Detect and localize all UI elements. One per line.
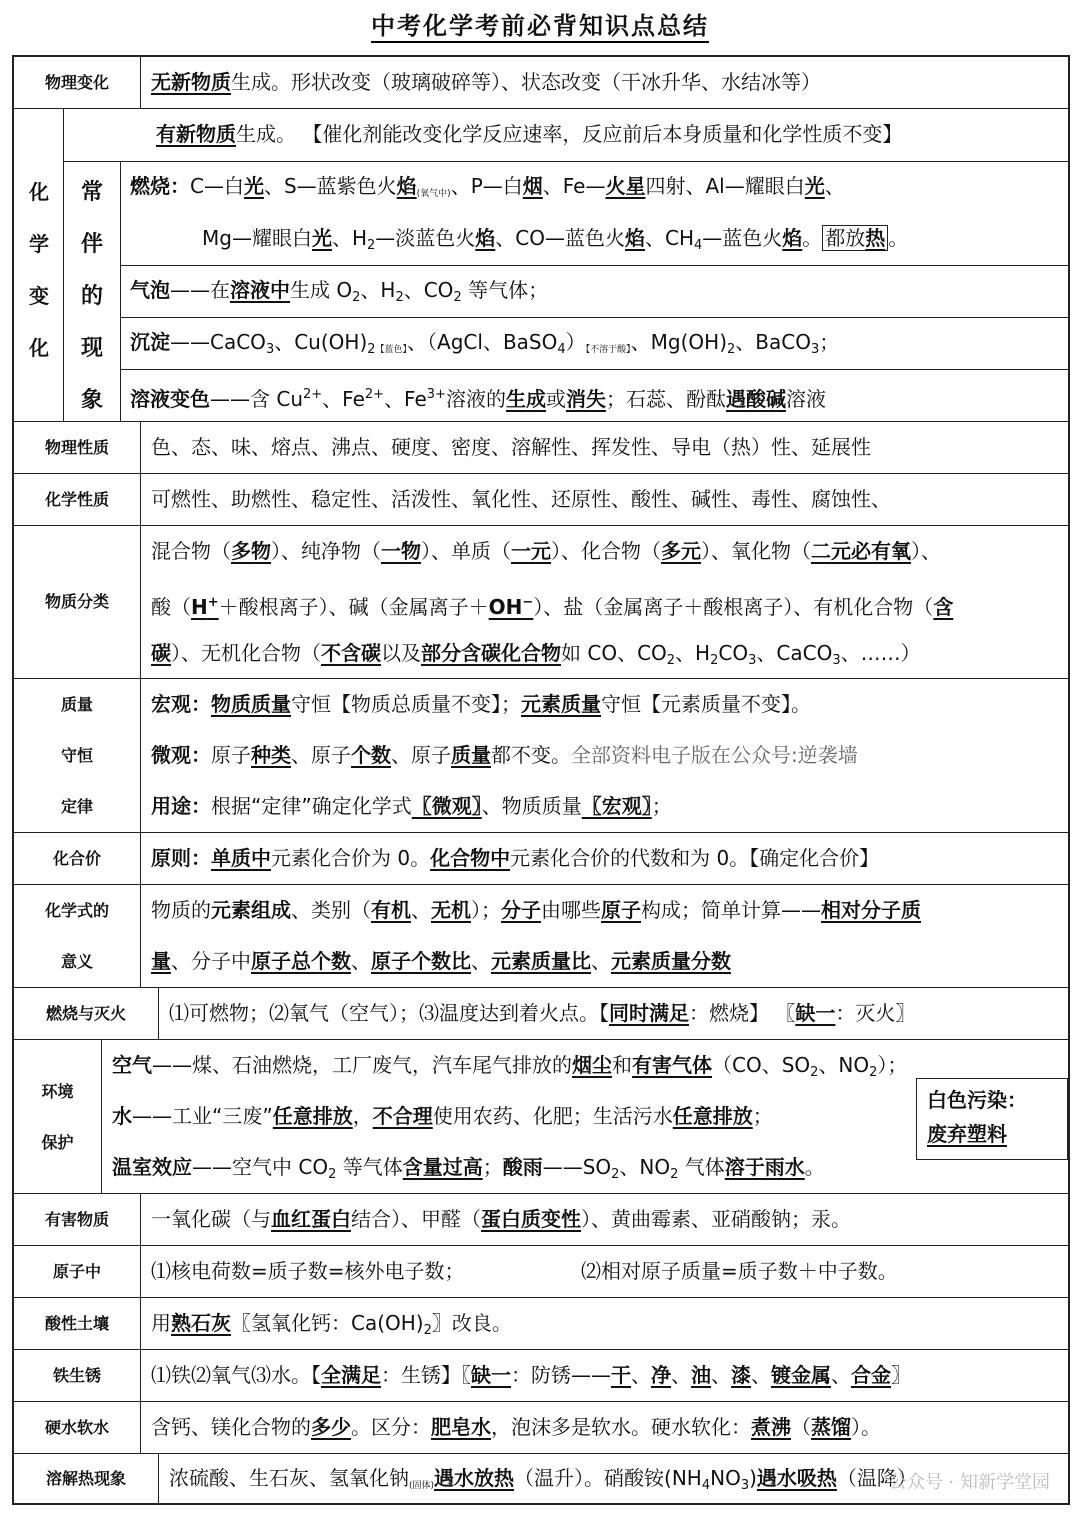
bubble-phenomena: 气泡——在溶液中生成 $O_2$、$H_2$、$CO_2$ 等气体；: [120, 265, 1068, 318]
row-formula-meaning: 化学式的 意义 物质的元素组成、类别（有机、无机）；分子由哪些原子构成；简单计算——相对分子质 量、分子中原子总个数、原子个数比、元素质量比、元素质量分数: [14, 885, 1068, 988]
common-phenomena-label: 常 伴 的 现 象: [64, 161, 121, 421]
row-label-chem-change: 化 学 变 化: [14, 109, 64, 421]
row-label: 原子中: [14, 1246, 141, 1297]
precipitate-phenomena: 沉淀——CaCO$_3$、$Cu(OH)_2$【蓝色】、（AgCl、BaSO$_4$）【不溶于酸】、$Mg(OH)_2$、BaCO$_3$；: [120, 317, 1068, 370]
row-label: 有害物质: [14, 1194, 141, 1245]
row-label: 硬水软水: [14, 1402, 141, 1453]
row-label: 物理变化: [14, 57, 141, 108]
knowledge-table: [12, 55, 1070, 1505]
row-mass-conservation: 质量 守恒 定律 宏观：物质质量守恒【物质总质量不变】；元素质量守恒【元素质量不变】。 微观：原子种类、原子个数、原子质量都不变。全部资料电子版在公众号:逆袭墙 用途：根据“定律”确定化学式〖微观〗、物质质量〖宏观〗；: [14, 679, 1068, 833]
row-combustion: 燃烧与灭火 ⑴可燃物；⑵氧气（空气）；⑶温度达到着火点。【同时满足：燃烧】 〖缺一：灭火〗: [14, 988, 1068, 1040]
page-title: 中考化学考前必背知识点总结: [0, 6, 1080, 41]
row-label: 物理性质: [14, 422, 141, 473]
row-label: 物质分类: [14, 526, 141, 678]
row-harmful: 有害物质 一氧化碳（与血红蛋白结合）、甲醛（蛋白质变性）、黄曲霉素、亚硝酸钠；汞。: [14, 1194, 1068, 1246]
row-chemical-properties: 化学性质 可燃性、助燃性、稳定性、活泼性、氧化性、还原性、酸性、碱性、毒性、腐蚀性、: [14, 474, 1068, 526]
row-atom: 原子中 ⑴核电荷数=质子数=核外电子数； ⑵相对原子质量=质子数＋中子数。: [14, 1246, 1068, 1298]
row-environment: 环境 保护 空气——煤、石油燃烧，工厂废气，汽车尾气排放的烟尘和有害气体（CO、$SO_2$、$NO_2$）； 水——工业“三废”任意排放，不合理使用农药、化肥；生活污水任意排放； 温室效应——空气中 $CO_2$ 等气体含量过高；酸雨$——SO_2$、$NO_2$ 气体溶于雨水。 白色污染： 废弃塑料: [14, 1040, 1068, 1194]
row-hard-water: 硬水软水 含钙、镁化合物的多少。区分：肥皂水，泡沫多是软水。硬水软化：煮沸（蒸馏）。: [14, 1402, 1068, 1454]
combustion-phenomena: 燃烧：C—白光、S—蓝紫色火焰(氧气中)、P—白烟、Fe—火星四射、Al—耀眼白光、 Mg—耀眼白光、$H_2—$淡蓝色火焰、CO—蓝色火焰、$CH_4—$蓝色火焰。 都放热 。: [120, 161, 1068, 266]
row-physical-properties: 物理性质 色、态、味、熔点、沸点、硬度、密度、溶解性、挥发性、导电（热）性、延展性: [14, 422, 1068, 474]
row-label: 溶解热现象: [14, 1454, 159, 1503]
row-dissolution-heat: 溶解热现象 浓硫酸、生石灰、氢氧化钠(固体)遇水放热（温升）。硝酸铵$(NH_4NO_3)$遇水吸热（温降）: [14, 1454, 1068, 1503]
row-label: 化学式的 意义: [14, 885, 141, 987]
watermark-text: 全部资料电子版在公众号:逆袭墙: [571, 743, 858, 767]
row-chemical-change: 化 学 变 化 有新物质生成。 【催化剂能改变化学反应速率，反应前后本身质量和化学性质不变】 常 伴 的 现 象 燃烧：C—白光、S—蓝紫色火焰(氧气中)、P—白烟、Fe—火星四射、Al—耀眼白光、 Mg—耀眼白光、$H_2—$淡蓝色火焰、CO—蓝色火焰、$CH_4—$蓝色火焰。 都放热 。 气泡——在溶液中生成 $O_2$、$H_2$、$CO_2$ 等气体； 沉淀——CaCO$_3$、$Cu(OH)_2$【蓝色】、（AgCl、BaSO$_4$）【不溶于酸】、$Mg(OH)_2$、BaCO$_3$； 溶液变色——含 $Cu^{2+}$、$Fe^{2+}$、$Fe^{3+}$溶液的生成或消失；石蕊、酚酞遇酸碱溶液: [14, 109, 1068, 422]
row-label: 质量 守恒 定律: [14, 679, 141, 832]
row-label: 环境 保护: [14, 1040, 102, 1193]
row-valence: 化合价 原则：单质中元素化合价为 0。化合物中元素化合价的代数和为 0。【确定化合价】: [14, 833, 1068, 885]
row-physical-change: 物理变化 无新物质生成。形状改变（玻璃破碎等）、状态改变（干冰升华、水结冰等）: [14, 57, 1068, 109]
row-label: 酸性土壤: [14, 1298, 141, 1349]
row-label: 铁生锈: [14, 1350, 141, 1401]
row-label: 化学性质: [14, 474, 141, 525]
row-acid-soil: 酸性土壤 用熟石灰〖氢氧化钙：$Ca(OH)_2$〗改良。: [14, 1298, 1068, 1350]
row-label: 化合价: [14, 833, 141, 884]
corner-watermark: 公众号 · 知新学堂园: [888, 1472, 1050, 1493]
row-rust: 铁生锈 ⑴铁⑵氧气⑶水。【全满足：生锈】〖缺一：防锈——干、净、油、漆、镀金属、合金〗: [14, 1350, 1068, 1402]
row-label: 燃烧与灭火: [14, 988, 159, 1039]
white-pollution-box: 白色污染： 废弃塑料: [916, 1078, 1068, 1160]
color-change-phenomena: 溶液变色——含 $Cu^{2+}$、$Fe^{2+}$、$Fe^{3+}$溶液的生成或消失；石蕊、酚酞遇酸碱溶液: [130, 387, 826, 411]
row-classification: 物质分类 混合物（多物）、纯净物（一物）、单质（一元）、化合物（多元）、氧化物（二元必有氧）、 酸（H+＋酸根离子）、碱（金属离子＋OH−）、盐（金属离子＋酸根离子）、有机化合物（含 碳）、无机化合物（不含碳以及部分含碳化合物如 CO、$CO_2$、$H_2CO_3$、CaCO$_3$、……）: [14, 526, 1068, 679]
